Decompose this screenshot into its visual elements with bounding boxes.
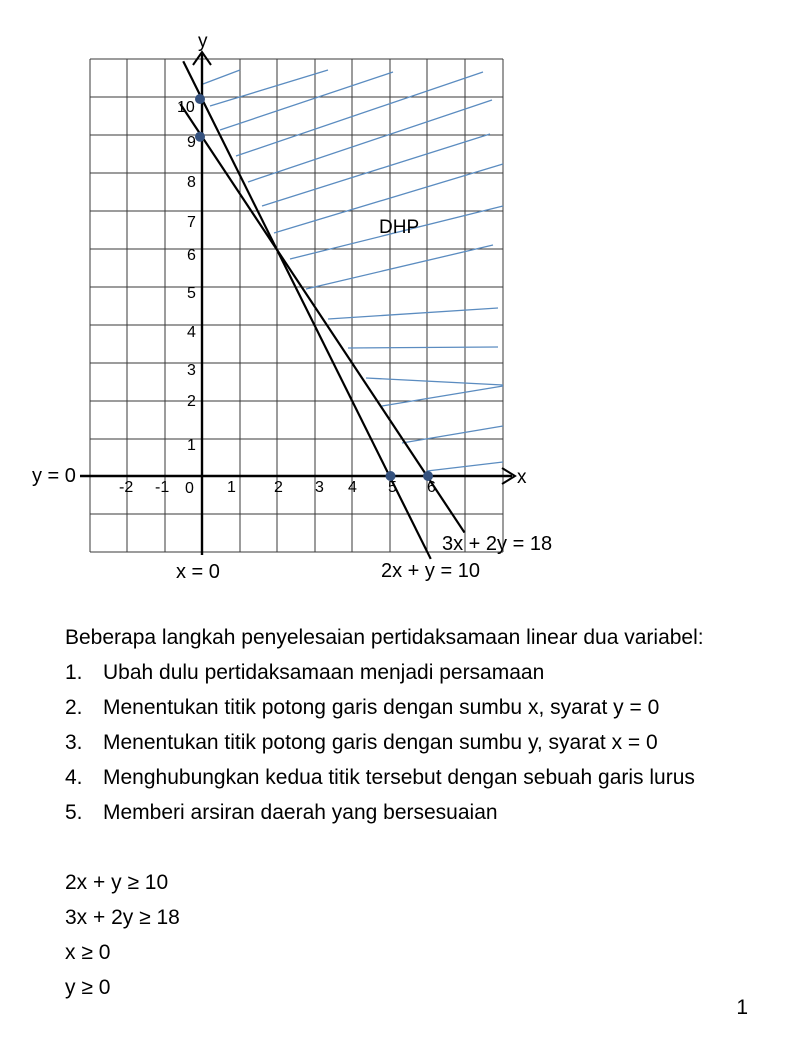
x-tick-label: -2	[119, 479, 134, 496]
y-tick-label: 2	[187, 393, 196, 410]
hatch-line	[203, 70, 240, 84]
inequality-list	[65, 865, 785, 1005]
x-tick-label: 2	[274, 479, 283, 496]
y-axis-label: y	[198, 31, 208, 52]
hatch-line	[262, 134, 490, 206]
step-item	[65, 725, 785, 760]
shaded-region-hatching	[203, 70, 503, 471]
steps-list	[65, 655, 785, 830]
y-tick-label: 1	[187, 437, 196, 454]
x-tick-label: 1	[227, 479, 236, 496]
hatch-line	[348, 347, 498, 348]
step-number: 2.	[65, 696, 83, 719]
step-item	[65, 760, 785, 795]
x-tick-label: 3	[315, 479, 324, 496]
x-tick-label: 0	[185, 480, 194, 497]
step-number: 1.	[65, 661, 83, 684]
y-tick-label: 8	[187, 174, 196, 191]
explanation-text	[65, 620, 785, 1005]
step-number: 5.	[65, 801, 83, 824]
line-label-3x-2y: 3x + 2y = 18	[442, 533, 553, 555]
axes	[80, 52, 515, 555]
x-tick-label: 6	[427, 479, 436, 496]
x-axis-label: x	[517, 467, 527, 488]
x-tick-label: 4	[348, 479, 357, 496]
line-1	[180, 104, 464, 533]
hatch-line	[248, 100, 492, 182]
region-label: DHP	[379, 217, 420, 238]
line-label-2x-y: 2x + y = 10	[381, 560, 480, 582]
hatch-line	[220, 72, 393, 130]
graph-labels	[32, 31, 552, 583]
x-tick-label: 5	[388, 479, 397, 496]
step-text: Menghubungkan kedua titik tersebut dengan sebuah garis lurus	[103, 766, 695, 789]
page-number: 1	[736, 996, 748, 1019]
step-item	[65, 690, 785, 725]
intercept-point	[195, 132, 205, 142]
y-tick-label: 3	[187, 362, 196, 379]
y-tick-label: 6	[187, 247, 196, 264]
step-text: Memberi arsiran daerah yang bersesuaian	[103, 801, 498, 824]
hatch-line	[382, 386, 503, 406]
hatch-line	[328, 308, 498, 319]
inequality: y ≥ 0	[65, 976, 111, 999]
inequality: 3x + 2y ≥ 18	[65, 906, 180, 929]
step-item	[65, 655, 785, 690]
y-tick-label: 5	[187, 285, 196, 302]
intro-text: Beberapa langkah penyelesaian pertidaksamaan linear dua variabel:	[65, 626, 704, 649]
y-zero-label: y = 0	[32, 465, 76, 487]
intercept-point	[195, 94, 205, 104]
step-number: 4.	[65, 766, 83, 789]
y-tick-label: 9	[187, 134, 196, 151]
step-item	[65, 795, 785, 830]
hatch-line	[366, 378, 503, 385]
x-zero-label: x = 0	[176, 561, 220, 583]
inequality: 2x + y ≥ 10	[65, 871, 169, 894]
hatch-line	[210, 70, 328, 106]
y-tick-label: 4	[187, 324, 196, 341]
y-tick-label: 10	[177, 99, 195, 116]
inequality: x ≥ 0	[65, 941, 111, 964]
step-text: Menentukan titik potong garis dengan sumbu x, syarat y = 0	[103, 696, 660, 719]
x-tick-label: -1	[155, 479, 170, 496]
hatch-line	[402, 426, 503, 443]
step-number: 3.	[65, 731, 83, 754]
step-text: Ubah dulu pertidaksamaan menjadi persamaan	[103, 661, 545, 684]
grid	[90, 59, 503, 552]
step-text: Menentukan titik potong garis dengan sumbu y, syarat x = 0	[103, 731, 658, 754]
hatch-line	[236, 72, 483, 156]
y-tick-label: 7	[187, 214, 196, 231]
